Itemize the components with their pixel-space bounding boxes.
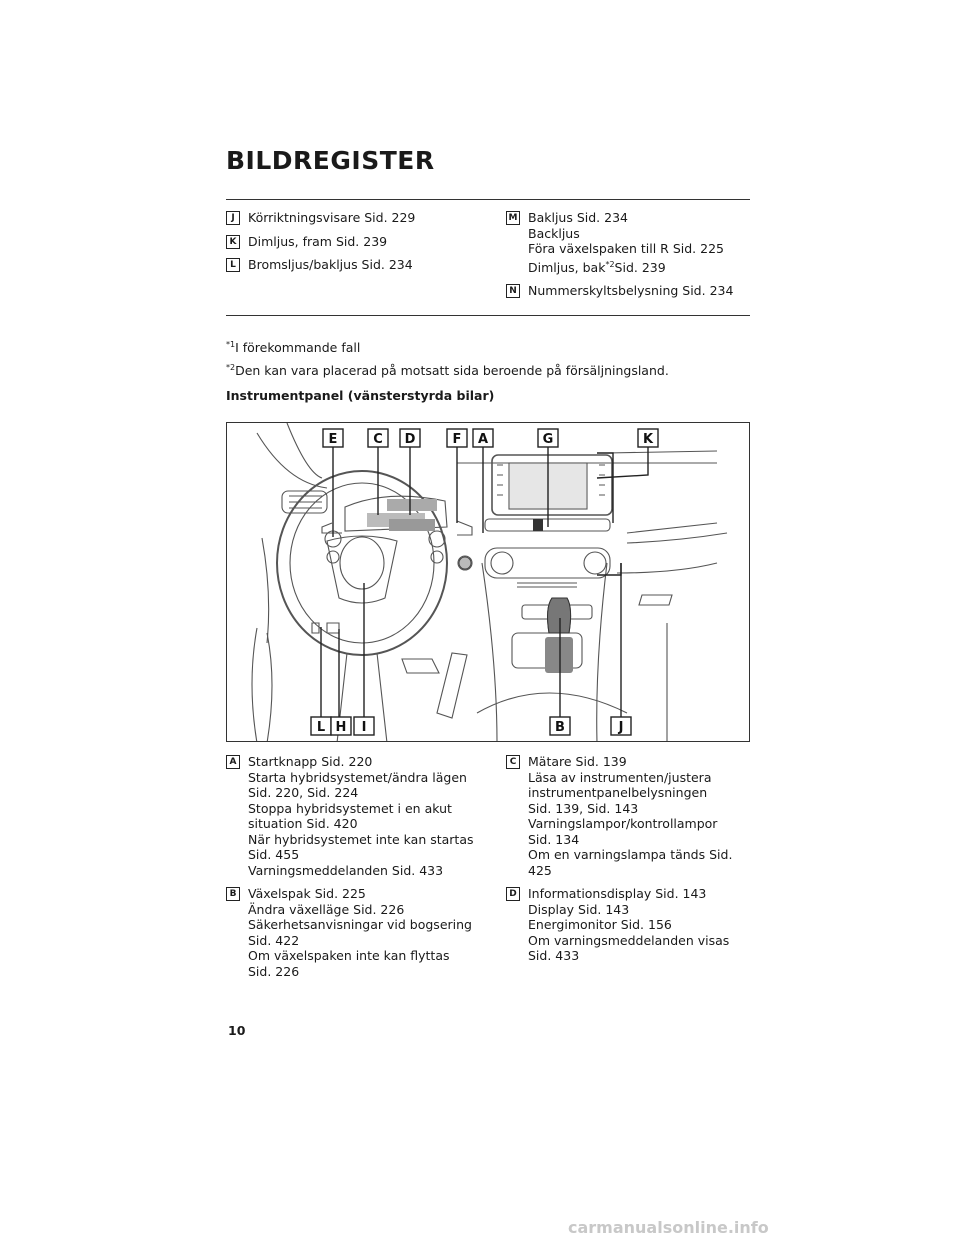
- page-title: BILDREGISTER: [226, 146, 435, 175]
- legend-text: Sid. 139, Sid. 143: [528, 800, 639, 816]
- callout-h: H: [335, 720, 347, 735]
- footnote-text: I förekommande fall: [235, 340, 361, 356]
- meter-area: [387, 499, 437, 511]
- footnote-2: [226, 363, 669, 378]
- callout-f: F: [452, 432, 462, 447]
- mid-divider: [226, 315, 750, 316]
- legend-text: Startknapp Sid. 220: [248, 754, 373, 769]
- legend-text: situation Sid. 420: [248, 816, 358, 831]
- badge-k: K: [226, 235, 240, 249]
- badge-m: M: [506, 211, 520, 225]
- badge-j: J: [226, 211, 240, 225]
- legend-item-b: [226, 886, 486, 979]
- legend-text: Mätare Sid. 139: [528, 754, 627, 769]
- legend-text: Om varningsmeddelanden visas: [528, 932, 730, 948]
- footnote-mark: *2: [226, 363, 236, 372]
- legend-text: Sid. 226: [248, 963, 300, 979]
- callout-a: A: [477, 432, 489, 447]
- legend-text: [528, 257, 724, 276]
- legend-text: Växelspak Sid. 225: [248, 886, 366, 901]
- legend-text: Läsa av instrumenten/justera: [528, 769, 712, 785]
- callout-l: L: [316, 720, 326, 735]
- callout-j: J: [618, 720, 624, 735]
- legend-text: Energimonitor Sid. 156: [528, 917, 672, 932]
- legend-text: Stoppa hybridsystemet i en akut: [248, 800, 452, 816]
- legend-text: Varningslampor/kontrollampor: [528, 816, 718, 831]
- badge-n: N: [506, 284, 520, 298]
- callouts-top: [323, 429, 658, 447]
- page-number: 10: [228, 1023, 246, 1038]
- callout-k: K: [642, 432, 654, 447]
- legend-item-m: [506, 210, 750, 275]
- footnote-mark: *1: [226, 340, 236, 349]
- legend-text: Om växelspaken inte kan flyttas: [248, 948, 450, 963]
- legend-text: Föra växelspaken till R Sid. 225: [528, 241, 724, 256]
- legend-top-left: [226, 210, 476, 281]
- callout-b: B: [555, 720, 565, 735]
- legend-item-l: [226, 257, 476, 273]
- legend-text: Sid. 134: [528, 831, 580, 847]
- legend-text: Display Sid. 143: [528, 901, 630, 917]
- legend-text: Nummerskyltsbelysning Sid. 234: [528, 283, 734, 299]
- legend-item-k: [226, 234, 476, 250]
- legend-text: Varningsmeddelanden Sid. 433: [248, 862, 444, 878]
- callout-d: D: [404, 432, 416, 447]
- callout-c: C: [373, 432, 383, 447]
- legend-item-j: [226, 210, 476, 226]
- legend-text: Sid. 433: [528, 948, 580, 963]
- legend-text-post: Sid. 239: [614, 259, 666, 275]
- legend-item-d: [506, 886, 750, 964]
- legend-text: Säkerhetsanvisningar vid bogsering: [248, 917, 472, 932]
- legend-text: Körriktningsvisare Sid. 229: [248, 210, 416, 225]
- callout-i: I: [361, 720, 367, 735]
- legend-item-a: [226, 754, 486, 878]
- legend-text-pre: Dimljus, bak: [528, 259, 606, 275]
- badge-d: D: [506, 887, 520, 901]
- legend-top-right: [506, 210, 750, 307]
- callouts-bottom: [311, 717, 631, 735]
- badge-a: A: [226, 755, 240, 769]
- legend-text: Dimljus, fram Sid. 239: [248, 233, 388, 249]
- badge-c: C: [506, 755, 520, 769]
- callout-e: E: [328, 432, 338, 447]
- legend-text: Sid. 220, Sid. 224: [248, 785, 359, 800]
- footnote-text: Den kan vara placerad på motsatt sida beroende på försäljningsland.: [235, 363, 669, 379]
- legend-item-n: [506, 283, 750, 299]
- legend-text: Sid. 455: [248, 847, 300, 862]
- footnote-1: [226, 340, 360, 355]
- legend-text: Sid. 422: [248, 932, 300, 948]
- legend-item-c: [506, 754, 750, 878]
- legend-text: Bakljus Sid. 234: [528, 210, 628, 225]
- badge-b: B: [226, 887, 240, 901]
- dashboard-illustration: [226, 422, 750, 742]
- badge-l: L: [226, 258, 240, 272]
- legend-text: Ändra växelläge Sid. 226: [248, 901, 405, 917]
- legend-text: instrumentpanelbelysningen: [528, 785, 708, 800]
- legend-text: Informationsdisplay Sid. 143: [528, 886, 707, 901]
- legend-text: När hybridsystemet inte kan startas: [248, 831, 474, 847]
- legend-text: Bromsljus/bakljus Sid. 234: [248, 257, 413, 272]
- footnote-ref: *2: [605, 259, 615, 269]
- legend-bottom-right: [506, 754, 750, 972]
- legend-text: Starta hybridsystemet/ändra lägen: [248, 769, 467, 785]
- legend-bottom-left: [226, 754, 486, 987]
- legend-text: Backljus: [528, 225, 580, 241]
- legend-text: Om en varningslampa tänds Sid. 425: [528, 847, 733, 878]
- watermark: carmanualsonline.info: [568, 1218, 769, 1237]
- callout-g: G: [542, 432, 554, 447]
- dashboard-drawing: [227, 423, 750, 742]
- top-divider: [226, 199, 750, 200]
- section-title: Instrumentpanel (vänsterstyrda bilar): [226, 388, 495, 403]
